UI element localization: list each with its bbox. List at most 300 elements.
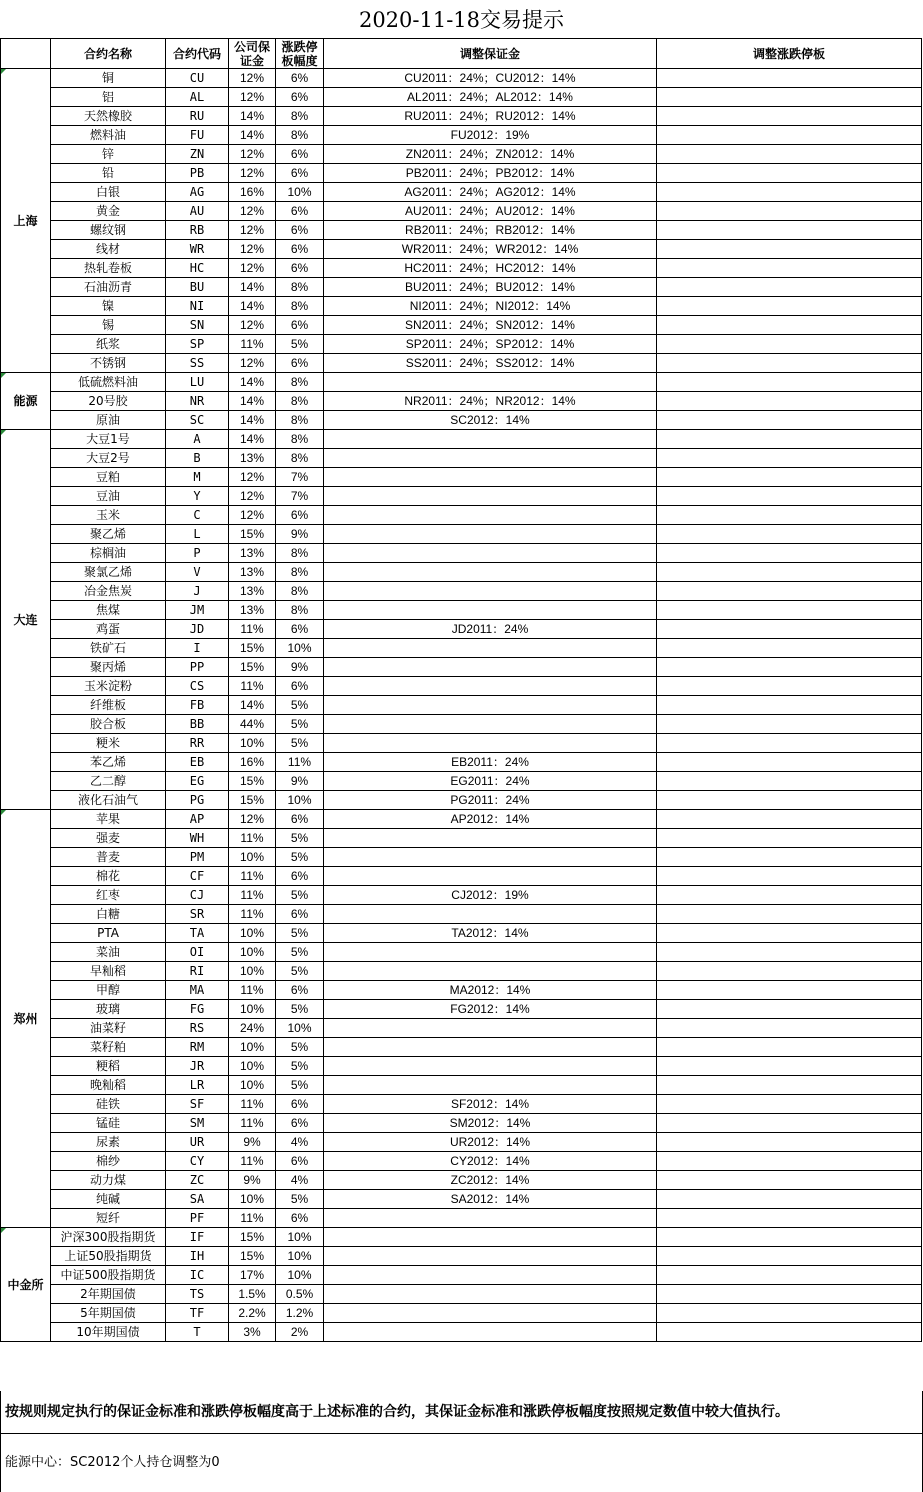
company-margin: 11% bbox=[229, 1209, 276, 1228]
price-limit: 6% bbox=[276, 259, 324, 278]
contract-code: ZC bbox=[166, 1171, 229, 1190]
adjusted-margin: AU2011：24%；AU2012：14% bbox=[324, 202, 657, 221]
adjusted-margin bbox=[324, 943, 657, 962]
adjusted-limit bbox=[657, 981, 922, 1000]
contract-code: RM bbox=[166, 1038, 229, 1057]
company-margin: 12% bbox=[229, 240, 276, 259]
company-margin: 10% bbox=[229, 734, 276, 753]
table-row bbox=[1, 1209, 922, 1228]
contract-name: 20号胶 bbox=[51, 392, 166, 411]
table-row bbox=[1, 1152, 922, 1171]
company-margin: 15% bbox=[229, 772, 276, 791]
header-adjusted-limit: 调整涨跌停板 bbox=[657, 39, 922, 69]
adjusted-limit bbox=[657, 1304, 922, 1323]
adjusted-margin bbox=[324, 696, 657, 715]
adjusted-margin: TA2012：14% bbox=[324, 924, 657, 943]
contract-name: 纸浆 bbox=[51, 335, 166, 354]
adjusted-limit bbox=[657, 734, 922, 753]
contract-code: FU bbox=[166, 126, 229, 145]
company-margin: 12% bbox=[229, 259, 276, 278]
price-limit: 9% bbox=[276, 525, 324, 544]
table-row bbox=[1, 221, 922, 240]
contract-code: LR bbox=[166, 1076, 229, 1095]
contract-name: 沪深300股指期货 bbox=[51, 1228, 166, 1247]
contract-code: C bbox=[166, 506, 229, 525]
contract-code: IC bbox=[166, 1266, 229, 1285]
contract-code: RU bbox=[166, 107, 229, 126]
adjusted-margin: JD2011：24% bbox=[324, 620, 657, 639]
adjusted-limit bbox=[657, 1038, 922, 1057]
company-margin: 9% bbox=[229, 1171, 276, 1190]
company-margin: 10% bbox=[229, 1000, 276, 1019]
adjusted-margin bbox=[324, 1285, 657, 1304]
price-limit: 7% bbox=[276, 487, 324, 506]
price-limit: 5% bbox=[276, 1076, 324, 1095]
table-header-row bbox=[1, 39, 922, 69]
contract-code: RS bbox=[166, 1019, 229, 1038]
contract-name: 纤维板 bbox=[51, 696, 166, 715]
contract-name: 豆粕 bbox=[51, 468, 166, 487]
adjusted-limit bbox=[657, 791, 922, 810]
contract-code: JM bbox=[166, 601, 229, 620]
rule-note: 按规则规定执行的保证金标准和涨跌停板幅度高于上述标准的合约，其保证金标准和涨跌停板幅度按照规定数值中较大值执行。 bbox=[1, 1391, 922, 1434]
adjusted-margin: RB2011：24%；RB2012：14% bbox=[324, 221, 657, 240]
contract-code: PF bbox=[166, 1209, 229, 1228]
adjusted-limit bbox=[657, 639, 922, 658]
adjusted-margin bbox=[324, 1304, 657, 1323]
adjusted-margin: EG2011：24% bbox=[324, 772, 657, 791]
company-margin: 11% bbox=[229, 905, 276, 924]
contract-code: SR bbox=[166, 905, 229, 924]
adjusted-margin bbox=[324, 525, 657, 544]
adjusted-limit bbox=[657, 392, 922, 411]
adjusted-margin: AP2012：14% bbox=[324, 810, 657, 829]
contract-code: SN bbox=[166, 316, 229, 335]
adjusted-limit bbox=[657, 164, 922, 183]
contract-code: MA bbox=[166, 981, 229, 1000]
adjusted-margin bbox=[324, 1247, 657, 1266]
contract-name: 乙二醇 bbox=[51, 772, 166, 791]
contract-name: 锡 bbox=[51, 316, 166, 335]
company-margin: 13% bbox=[229, 601, 276, 620]
contract-name: 晚籼稻 bbox=[51, 1076, 166, 1095]
table-row bbox=[1, 335, 922, 354]
table-row bbox=[1, 867, 922, 886]
adjusted-margin bbox=[324, 867, 657, 886]
company-margin: 11% bbox=[229, 981, 276, 1000]
adjusted-margin: FU2012：19% bbox=[324, 126, 657, 145]
table-row bbox=[1, 145, 922, 164]
contract-name: 动力煤 bbox=[51, 1171, 166, 1190]
adjusted-margin: PB2011：24%；PB2012：14% bbox=[324, 164, 657, 183]
contract-code: AU bbox=[166, 202, 229, 221]
adjusted-limit bbox=[657, 202, 922, 221]
adjusted-margin: CU2011：24%；CU2012：14% bbox=[324, 69, 657, 88]
contract-name: 棉花 bbox=[51, 867, 166, 886]
company-margin: 10% bbox=[229, 1057, 276, 1076]
price-limit: 6% bbox=[276, 677, 324, 696]
contract-code: I bbox=[166, 639, 229, 658]
table-row bbox=[1, 316, 922, 335]
contract-name: 粳稻 bbox=[51, 1057, 166, 1076]
company-margin: 12% bbox=[229, 810, 276, 829]
company-margin: 10% bbox=[229, 1190, 276, 1209]
table-row bbox=[1, 1247, 922, 1266]
adjusted-limit bbox=[657, 449, 922, 468]
adjusted-limit bbox=[657, 145, 922, 164]
adjusted-limit bbox=[657, 183, 922, 202]
adjusted-limit bbox=[657, 1190, 922, 1209]
adjusted-limit bbox=[657, 601, 922, 620]
adjusted-margin: SN2011：24%；SN2012：14% bbox=[324, 316, 657, 335]
contract-code: IF bbox=[166, 1228, 229, 1247]
contract-code: BU bbox=[166, 278, 229, 297]
price-limit: 10% bbox=[276, 183, 324, 202]
contract-code: TS bbox=[166, 1285, 229, 1304]
contract-code: EG bbox=[166, 772, 229, 791]
price-limit: 7% bbox=[276, 468, 324, 487]
table-row bbox=[1, 1019, 922, 1038]
contract-name: 玉米 bbox=[51, 506, 166, 525]
contract-name: 鸡蛋 bbox=[51, 620, 166, 639]
price-limit: 8% bbox=[276, 392, 324, 411]
adjusted-limit bbox=[657, 810, 922, 829]
contract-code: J bbox=[166, 582, 229, 601]
adjusted-margin: MA2012：14% bbox=[324, 981, 657, 1000]
table-row bbox=[1, 658, 922, 677]
company-margin: 14% bbox=[229, 696, 276, 715]
contract-name: 大豆1号 bbox=[51, 430, 166, 449]
company-margin: 11% bbox=[229, 867, 276, 886]
adjusted-margin: RU2011：24%；RU2012：14% bbox=[324, 107, 657, 126]
table-row bbox=[1, 810, 922, 829]
header-company-margin: 公司保证金 bbox=[229, 39, 276, 69]
adjusted-margin bbox=[324, 373, 657, 392]
table-row bbox=[1, 582, 922, 601]
contract-name: 菜油 bbox=[51, 943, 166, 962]
adjusted-limit bbox=[657, 430, 922, 449]
contract-code: RI bbox=[166, 962, 229, 981]
contract-code: CU bbox=[166, 69, 229, 88]
company-margin: 11% bbox=[229, 620, 276, 639]
adjusted-margin bbox=[324, 829, 657, 848]
contract-code: PP bbox=[166, 658, 229, 677]
contract-name: 螺纹钢 bbox=[51, 221, 166, 240]
company-margin: 11% bbox=[229, 886, 276, 905]
adjusted-margin bbox=[324, 962, 657, 981]
table-row bbox=[1, 88, 922, 107]
company-margin: 1.5% bbox=[229, 1285, 276, 1304]
company-margin: 14% bbox=[229, 107, 276, 126]
table-row bbox=[1, 753, 922, 772]
table-row bbox=[1, 1266, 922, 1285]
adjusted-margin: CJ2012：19% bbox=[324, 886, 657, 905]
adjusted-margin: HC2011：24%；HC2012：14% bbox=[324, 259, 657, 278]
price-limit: 10% bbox=[276, 1228, 324, 1247]
company-margin: 16% bbox=[229, 753, 276, 772]
company-margin: 2.2% bbox=[229, 1304, 276, 1323]
contract-name: 油菜籽 bbox=[51, 1019, 166, 1038]
table-row bbox=[1, 164, 922, 183]
contract-code: JR bbox=[166, 1057, 229, 1076]
contract-name: 短纤 bbox=[51, 1209, 166, 1228]
price-limit: 5% bbox=[276, 1038, 324, 1057]
contract-name: 铅 bbox=[51, 164, 166, 183]
table-row bbox=[1, 677, 922, 696]
price-limit: 6% bbox=[276, 221, 324, 240]
adjusted-margin bbox=[324, 905, 657, 924]
adjusted-limit bbox=[657, 525, 922, 544]
adjusted-margin: SC2012：14% bbox=[324, 411, 657, 430]
company-margin: 12% bbox=[229, 487, 276, 506]
price-limit: 10% bbox=[276, 1247, 324, 1266]
table-row bbox=[1, 506, 922, 525]
contract-name: 菜籽粕 bbox=[51, 1038, 166, 1057]
price-limit: 5% bbox=[276, 1190, 324, 1209]
contract-code: V bbox=[166, 563, 229, 582]
company-margin: 13% bbox=[229, 563, 276, 582]
contract-code: P bbox=[166, 544, 229, 563]
adjusted-limit bbox=[657, 677, 922, 696]
adjusted-margin: SA2012：14% bbox=[324, 1190, 657, 1209]
company-margin: 12% bbox=[229, 506, 276, 525]
price-limit: 6% bbox=[276, 354, 324, 373]
table-row bbox=[1, 924, 922, 943]
price-limit: 5% bbox=[276, 696, 324, 715]
adjusted-margin: EB2011：24% bbox=[324, 753, 657, 772]
price-limit: 4% bbox=[276, 1171, 324, 1190]
company-margin: 13% bbox=[229, 449, 276, 468]
adjusted-margin bbox=[324, 1323, 657, 1342]
adjusted-limit bbox=[657, 905, 922, 924]
contract-name: 聚乙烯 bbox=[51, 525, 166, 544]
contract-name: 硅铁 bbox=[51, 1095, 166, 1114]
company-margin: 10% bbox=[229, 848, 276, 867]
adjusted-limit bbox=[657, 658, 922, 677]
company-margin: 13% bbox=[229, 544, 276, 563]
company-margin: 15% bbox=[229, 791, 276, 810]
table-row bbox=[1, 1095, 922, 1114]
adjusted-margin: AL2011：24%；AL2012：14% bbox=[324, 88, 657, 107]
company-margin: 12% bbox=[229, 354, 276, 373]
contract-name: 白银 bbox=[51, 183, 166, 202]
contract-name: 玻璃 bbox=[51, 1000, 166, 1019]
adjusted-margin bbox=[324, 848, 657, 867]
table-row bbox=[1, 373, 922, 392]
header-contract-name: 合约名称 bbox=[51, 39, 166, 69]
contract-name: 甲醇 bbox=[51, 981, 166, 1000]
header-exchange bbox=[1, 39, 51, 69]
table-row bbox=[1, 202, 922, 221]
adjusted-margin: ZC2012：14% bbox=[324, 1171, 657, 1190]
adjusted-limit bbox=[657, 696, 922, 715]
table-row bbox=[1, 126, 922, 145]
adjusted-margin bbox=[324, 715, 657, 734]
price-limit: 1.2% bbox=[276, 1304, 324, 1323]
table-row bbox=[1, 183, 922, 202]
contract-code: UR bbox=[166, 1133, 229, 1152]
adjusted-margin bbox=[324, 468, 657, 487]
contract-code: CS bbox=[166, 677, 229, 696]
adjusted-limit bbox=[657, 126, 922, 145]
exchange-name: 上海 bbox=[1, 69, 51, 373]
contract-code: PB bbox=[166, 164, 229, 183]
price-limit: 10% bbox=[276, 1266, 324, 1285]
price-limit: 5% bbox=[276, 886, 324, 905]
table-row bbox=[1, 620, 922, 639]
company-margin: 12% bbox=[229, 88, 276, 107]
price-limit: 6% bbox=[276, 316, 324, 335]
contract-name: 尿素 bbox=[51, 1133, 166, 1152]
adjusted-limit bbox=[657, 1076, 922, 1095]
price-limit: 6% bbox=[276, 145, 324, 164]
adjusted-limit bbox=[657, 468, 922, 487]
contract-code: RB bbox=[166, 221, 229, 240]
contract-name: 玉米淀粉 bbox=[51, 677, 166, 696]
adjusted-limit bbox=[657, 373, 922, 392]
price-limit: 2% bbox=[276, 1323, 324, 1342]
table-row bbox=[1, 525, 922, 544]
price-limit: 8% bbox=[276, 601, 324, 620]
company-margin: 11% bbox=[229, 335, 276, 354]
price-limit: 10% bbox=[276, 791, 324, 810]
adjusted-limit bbox=[657, 1266, 922, 1285]
contract-name: 粳米 bbox=[51, 734, 166, 753]
contract-name: 铝 bbox=[51, 88, 166, 107]
table-row bbox=[1, 544, 922, 563]
exchange-name: 郑州 bbox=[1, 810, 51, 1228]
adjusted-limit bbox=[657, 620, 922, 639]
adjusted-limit bbox=[657, 69, 922, 88]
table-row bbox=[1, 392, 922, 411]
adjusted-limit bbox=[657, 943, 922, 962]
adjusted-limit bbox=[657, 107, 922, 126]
price-limit: 8% bbox=[276, 544, 324, 563]
adjusted-margin bbox=[324, 658, 657, 677]
adjusted-margin: SS2011：24%；SS2012：14% bbox=[324, 354, 657, 373]
contract-name: 普麦 bbox=[51, 848, 166, 867]
table-row bbox=[1, 1323, 922, 1342]
adjusted-margin: SM2012：14% bbox=[324, 1114, 657, 1133]
exchange-name: 能源 bbox=[1, 373, 51, 430]
price-limit: 9% bbox=[276, 772, 324, 791]
table-row bbox=[1, 468, 922, 487]
price-limit: 10% bbox=[276, 639, 324, 658]
adjusted-margin: UR2012：14% bbox=[324, 1133, 657, 1152]
contract-code: Y bbox=[166, 487, 229, 506]
price-limit: 6% bbox=[276, 240, 324, 259]
company-margin: 12% bbox=[229, 316, 276, 335]
price-limit: 8% bbox=[276, 107, 324, 126]
price-limit: 8% bbox=[276, 449, 324, 468]
contract-name: 焦煤 bbox=[51, 601, 166, 620]
company-margin: 15% bbox=[229, 1247, 276, 1266]
contract-code: FG bbox=[166, 1000, 229, 1019]
header-contract-code: 合约代码 bbox=[166, 39, 229, 69]
contract-code: PM bbox=[166, 848, 229, 867]
adjusted-limit bbox=[657, 1228, 922, 1247]
price-limit: 6% bbox=[276, 1152, 324, 1171]
company-margin: 10% bbox=[229, 943, 276, 962]
price-limit: 8% bbox=[276, 411, 324, 430]
price-limit: 8% bbox=[276, 582, 324, 601]
company-margin: 11% bbox=[229, 1152, 276, 1171]
table-row bbox=[1, 601, 922, 620]
adjusted-limit bbox=[657, 1209, 922, 1228]
contract-code: OI bbox=[166, 943, 229, 962]
price-limit: 6% bbox=[276, 69, 324, 88]
company-margin: 14% bbox=[229, 411, 276, 430]
table-row bbox=[1, 1076, 922, 1095]
contract-code: SP bbox=[166, 335, 229, 354]
price-limit: 6% bbox=[276, 810, 324, 829]
contract-code: CF bbox=[166, 867, 229, 886]
table-row bbox=[1, 259, 922, 278]
price-limit: 5% bbox=[276, 715, 324, 734]
adjusted-margin: WR2011：24%；WR2012：14% bbox=[324, 240, 657, 259]
adjusted-limit bbox=[657, 544, 922, 563]
company-margin: 14% bbox=[229, 126, 276, 145]
contract-code: RR bbox=[166, 734, 229, 753]
contract-name: 冶金焦炭 bbox=[51, 582, 166, 601]
adjusted-limit bbox=[657, 753, 922, 772]
adjusted-margin bbox=[324, 1228, 657, 1247]
price-limit: 6% bbox=[276, 164, 324, 183]
contract-name: 5年期国债 bbox=[51, 1304, 166, 1323]
adjusted-limit bbox=[657, 88, 922, 107]
price-limit: 0.5% bbox=[276, 1285, 324, 1304]
adjusted-margin bbox=[324, 544, 657, 563]
table-row bbox=[1, 981, 922, 1000]
price-limit: 5% bbox=[276, 335, 324, 354]
contract-code: JD bbox=[166, 620, 229, 639]
contract-code: SC bbox=[166, 411, 229, 430]
adjusted-limit bbox=[657, 316, 922, 335]
adjusted-limit bbox=[657, 506, 922, 525]
table-row bbox=[1, 297, 922, 316]
price-limit: 5% bbox=[276, 924, 324, 943]
adjusted-limit bbox=[657, 563, 922, 582]
company-margin: 15% bbox=[229, 639, 276, 658]
price-limit: 10% bbox=[276, 1019, 324, 1038]
contract-code: A bbox=[166, 430, 229, 449]
contract-code: TA bbox=[166, 924, 229, 943]
adjusted-limit bbox=[657, 278, 922, 297]
adjusted-margin bbox=[324, 582, 657, 601]
contract-name: 棉纱 bbox=[51, 1152, 166, 1171]
company-margin: 44% bbox=[229, 715, 276, 734]
contract-name: 黄金 bbox=[51, 202, 166, 221]
table-row bbox=[1, 487, 922, 506]
adjusted-margin bbox=[324, 1038, 657, 1057]
company-margin: 24% bbox=[229, 1019, 276, 1038]
energy-center-note: 能源中心：SC2012个人持仓调整为0 bbox=[5, 1455, 220, 1470]
adjusted-margin bbox=[324, 563, 657, 582]
adjusted-limit bbox=[657, 867, 922, 886]
price-limit: 11% bbox=[276, 753, 324, 772]
contract-name: 豆油 bbox=[51, 487, 166, 506]
page-title: 2020-11-18交易提示 bbox=[358, 8, 565, 32]
table-row bbox=[1, 696, 922, 715]
contract-name: PTA bbox=[51, 924, 166, 943]
adjusted-limit bbox=[657, 240, 922, 259]
adjusted-margin bbox=[324, 734, 657, 753]
adjusted-margin: NI2011：24%；NI2012：14% bbox=[324, 297, 657, 316]
contract-code: NI bbox=[166, 297, 229, 316]
table-row bbox=[1, 886, 922, 905]
adjusted-limit bbox=[657, 1095, 922, 1114]
contract-code: HC bbox=[166, 259, 229, 278]
